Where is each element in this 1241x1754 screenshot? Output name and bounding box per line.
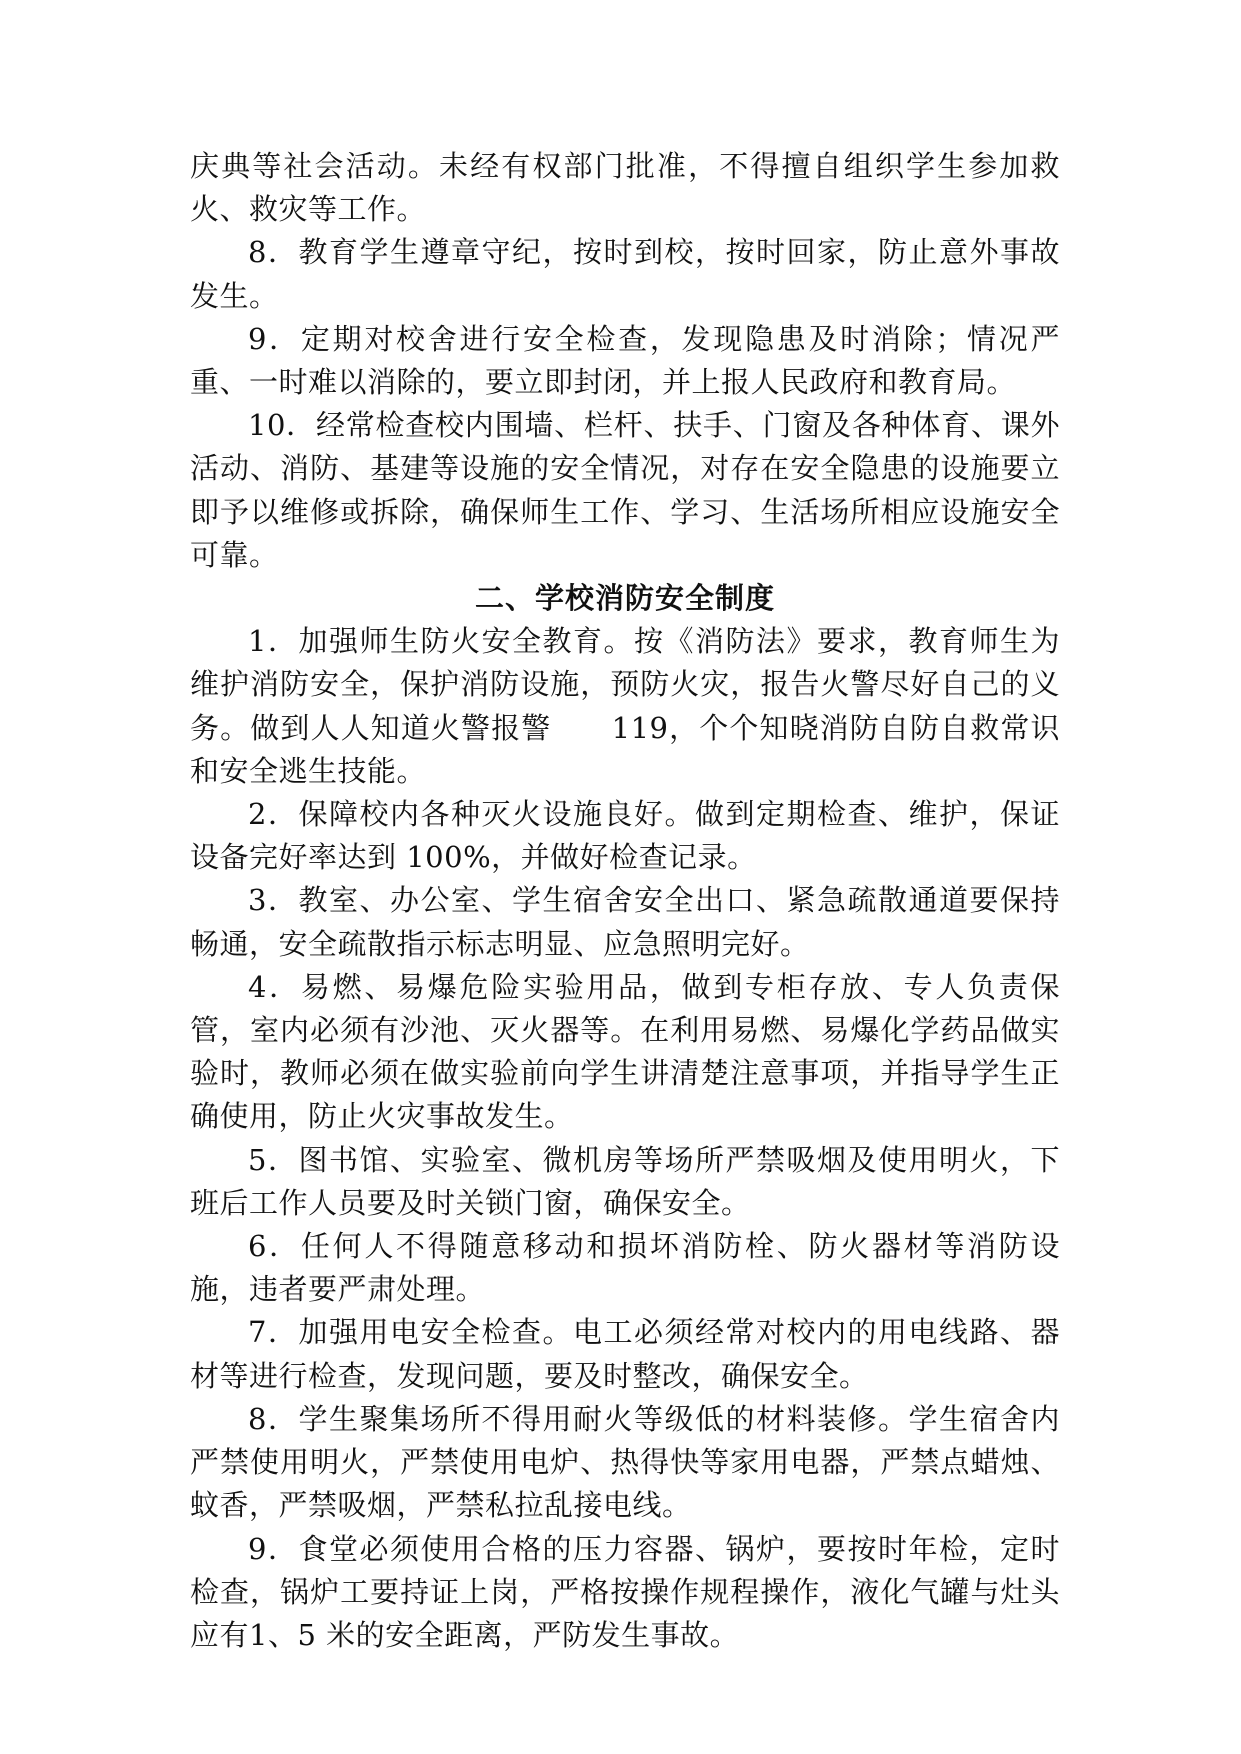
paragraph-item-8: 8．教育学生遵章守纪，按时到校，按时回家，防止意外事故发生。	[190, 235, 1060, 313]
paragraph-item-9: 9．定期对校舍进行安全检查，发现隐患及时消除；情况严重、一时难以消除的，要立即封闭，并上报人民政府和教育局。	[190, 321, 1060, 400]
fire-safety-item-4: 4．易燃、易爆危险实验用品，做到专柜存放、专人负责保管，室内必须有沙池、灭火器等。在利用易燃、易爆化学药品做实验时，教师必须在做实验前向学生讲清楚注意事项，并指导学生正确使用，防止火灾事故发生。	[190, 969, 1060, 1134]
section-heading-fire-safety: 二、学校消防安全制度	[474, 581, 775, 616]
fire-safety-item-5: 5．图书馆、实验室、微机房等场所严禁吸烟及使用明火，下班后工作人员要及时关锁门窗，确保安全。	[190, 1142, 1060, 1220]
fire-safety-item-6: 6．任何人不得随意移动和损坏消防栓、防火器材等消防设施，违者要严肃处理。	[190, 1229, 1060, 1307]
paragraph-item-10: 10．经常检查校内围墙、栏杆、扶手、门窗及各种体育、课外活动、消防、基建等设施的安全情况，对存在安全隐患的设施要立即予以维修或拆除，确保师生工作、学习、生活场所相应设施安全可靠。	[190, 408, 1060, 572]
fire-safety-item-1: 1．加强师生防火安全教育。按《消防法》要求，教育师生为维护消防安全，保护消防设施，预防火灾，报告火警尽好自己的义务。做到人人知道火警报警 119，个个知晓消防自防自救常识和安全逃生技能。	[190, 624, 1060, 788]
fire-safety-item-7: 7．加强用电安全检查。电工必须经常对校内的用电线路、器材等进行检查，发现问题，要及时整改，确保安全。	[190, 1315, 1060, 1393]
document-page	[190, 145, 1060, 1657]
fire-safety-item-2: 2．保障校内各种灭火设施良好。做到定期检查、维护，保证设备完好率达到 100%，并做好检查记录。	[190, 797, 1060, 875]
fire-safety-item-8: 8．学生聚集场所不得用耐火等级低的材料装修。学生宿舍内严禁使用明火，严禁使用电炉、热得快等家用电器，严禁点蜡烛、蚊香，严禁吸烟，严禁私拉乱接电线。	[190, 1401, 1060, 1523]
fire-safety-item-9: 9．食堂必须使用合格的压力容器、锅炉，要按时年检，定时检查，锅炉工要持证上岗，严格按操作规程操作，液化气罐与灶头应有1、5 米的安全距离，严防发生事故。	[190, 1531, 1060, 1652]
paragraph-continuation: 庆典等社会活动。未经有权部门批准，不得擅自组织学生参加救火、救灾等工作。	[190, 149, 1060, 227]
fire-safety-item-3: 3．教室、办公室、学生宿舍安全出口、紧急疏散通道要保持畅通，安全疏散指示标志明显、应急照明完好。	[190, 883, 1060, 961]
